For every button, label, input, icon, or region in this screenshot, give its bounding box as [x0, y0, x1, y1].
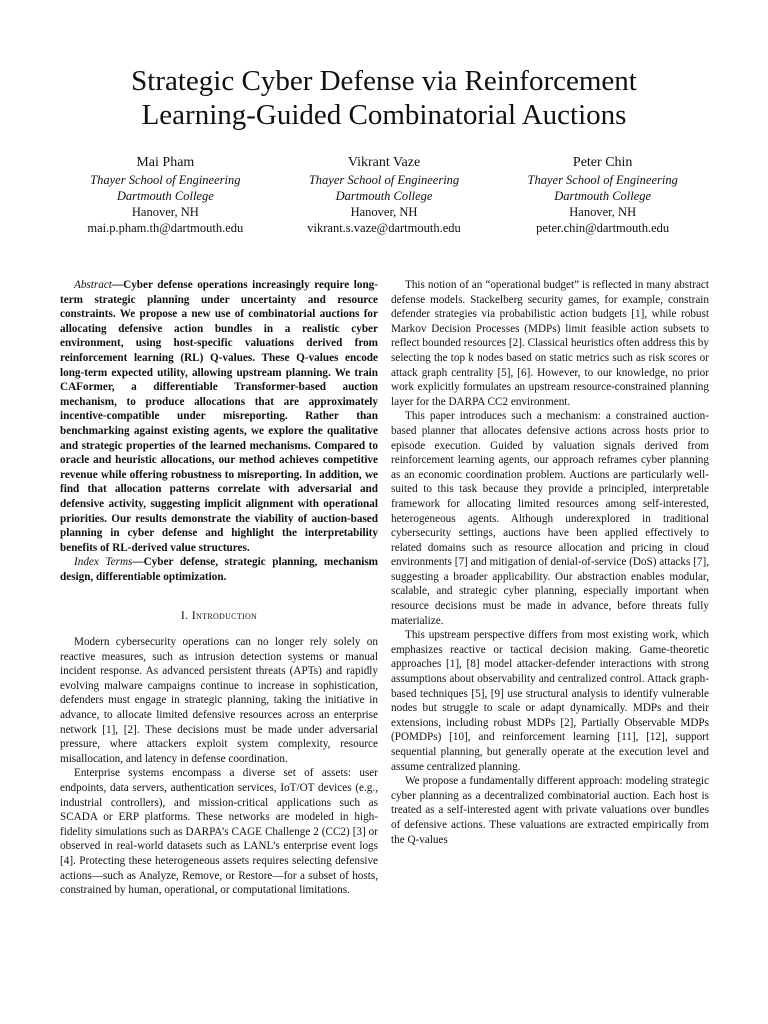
title-line-1: Strategic Cyber Defense via Reinforcement [131, 65, 637, 97]
author-location: Hanover, NH [569, 205, 637, 219]
paper-title [40, 64, 728, 132]
author-school: Thayer School of Engineering [527, 173, 678, 187]
author-block [56, 153, 712, 236]
author-college: Dartmouth College [335, 189, 433, 203]
author-name: Peter Chin [572, 155, 633, 170]
author-location: Hanover, NH [131, 205, 199, 219]
author-college: Dartmouth College [116, 189, 214, 203]
author-2 [275, 153, 494, 236]
title-line-2: Learning-Guided Combinatorial Auctions [141, 99, 627, 131]
author-college: Dartmouth College [554, 189, 652, 203]
author-email: peter.chin@dartmouth.edu [536, 221, 670, 235]
author-email: mai.p.pham.th@dartmouth.edu [87, 221, 244, 235]
index-terms-label: Index Terms [74, 556, 133, 569]
index-terms-text: —Cyber defense, strategic planning, mechanism design, differentiable optimization. [60, 556, 379, 583]
author-3 [493, 153, 712, 236]
right-column [391, 278, 709, 847]
section-heading-introduction: I. Introduction [180, 608, 258, 623]
body-paragraph: Enterprise systems encompass a diverse set of assets: user endpoints, data servers, authentication services, IoT/OT devices (e.g., industrial controllers), and mission-critical applications such as SCADA or ERP platforms. These networks are modeled in high-fidelity simulations such as DARPA’s CAGE Challenge 2 (CC2) [3] or observed in real-world datasets such as LANL’s enterprise event logs [4]. Protecting these heterogeneous assets requires selecting defensive actions—such as Analyze, Remove, or Restore—for a subset of hosts, constrained by human, operational, or computational limitations. [60, 767, 378, 897]
body-paragraph: This notion of an “operational budget” is reflected in many abstract defense models. Stackelberg security games, for example, constrain defender strategies via probabilistic action budgets [1], while robust Markov Decision Processes (MDPs) limit feasible action subsets to reflect bounded resources [2]. Classical heuristics often address this by selecting the top k nodes based on static metrics such as risk scores or attack graph centrality [5], [6]. However, to our knowledge, no prior work explicitly formulates an upstream resource-constrained planning layer for the DARPA CC2 environment. [391, 279, 709, 408]
author-name: Mai Pham [136, 155, 195, 170]
abstract-text: —Cyber defense operations increasingly require long-term strategic planning under uncertainty and resource constraints. We propose a new use of combinatorial auctions for allocating defensive action bundles in a realistic cyber environment, using host-specific valuations derived from reinforcement learning (RL) Q-values. These Q-values encode long-term expected utility, allowing upstream planning. We train CAFormer, a differentiable Transformer-based auction mechanism, to produce allocations that are approximately incentive-compatible under misreporting. Rather than benchmarking against existing agents, we explore the qualitative and strategic properties of the learned mechanisms. Compared to oracle and heuristic allocations, our method achieves competitive revenue while offering robustness to misreporting. In addition, we find that allocation patterns correlate with adversarial and defensive activity, suggesting implicit alignment with operational priorities. Our results demonstrate the viability of auction-based planning in cyber defense and highlight the interpretability benefits of RL-derived value structures. [60, 279, 378, 554]
author-1 [56, 153, 275, 236]
body-paragraph: This paper introduces such a mechanism: a constrained auction-based planner that allocates defensive actions across hosts prior to episode execution. Guided by valuation signals derived from reinforcement learning agents, our approach reframes cyber planning as an economic coordination problem. Auctions are particularly well-suited to this task because they provide a principled, interpretable framework for allocating limited resources among self-interested, heterogeneous agents. Although underexplored in traditional cybersecurity settings, auctions have been applied effectively to related domains such as resource allocation and pricing in cloud environments [7] and mitigation of denial-of-service (DoS) attacks [7], suggesting a broader applicability. Our abstraction enables modular, scalable, and strategic cyber planning, especially important when resource decisions must be made in advance, before threats fully materialize. [391, 410, 709, 627]
author-school: Thayer School of Engineering [308, 173, 460, 187]
body-paragraph: We propose a fundamentally different approach: modeling strategic cyber planning as a decentralized combinatorial auction. Each host is treated as a self-interested agent with private valuations over bundles of defensive actions. These valuations are extracted empirically from the Q-values [391, 775, 709, 846]
author-name: Vikrant Vaze [347, 155, 421, 170]
index-terms [60, 555, 378, 584]
abstract-label: Abstract [74, 279, 112, 291]
author-email: vikrant.s.vaze@dartmouth.edu [307, 221, 461, 235]
abstract [60, 278, 378, 555]
author-school: Thayer School of Engineering [90, 173, 241, 187]
left-column [60, 278, 378, 898]
author-location: Hanover, NH [350, 205, 418, 219]
body-paragraph: Modern cybersecurity operations can no longer rely solely on reactive measures, such as intrusion detection systems or manual incident response. As advanced persistent threats (APTs) and rapidly evolving malware campaigns continue to increase in sophistication, defenders must engage in strategic planning, taking the initiative in advance, to allocate limited defensive resources across an enterprise network [1], [2]. These decisions must be made under adversarial pressure, where attackers exploit system complexity, resource misallocation, and latency in defense coordination. [60, 636, 378, 765]
body-paragraph: This upstream perspective differs from most existing work, which emphasizes reactive or tactical decision making. Game-theoretic approaches [1], [8] model attacker-defender interactions with strong assumptions about observability and centralized control. Attack graph-based techniques [5], [9] use structural analysis to identify vulnerable nodes but struggle to scale or adapt dynamically. MDPs and their extensions, including robust MDPs [2], Partially Observable MDPs (POMDPs) [10], and reinforcement learning [11], [12], support sequential planning, but generally operate at the execution level and assume centralized planning. [391, 629, 709, 773]
